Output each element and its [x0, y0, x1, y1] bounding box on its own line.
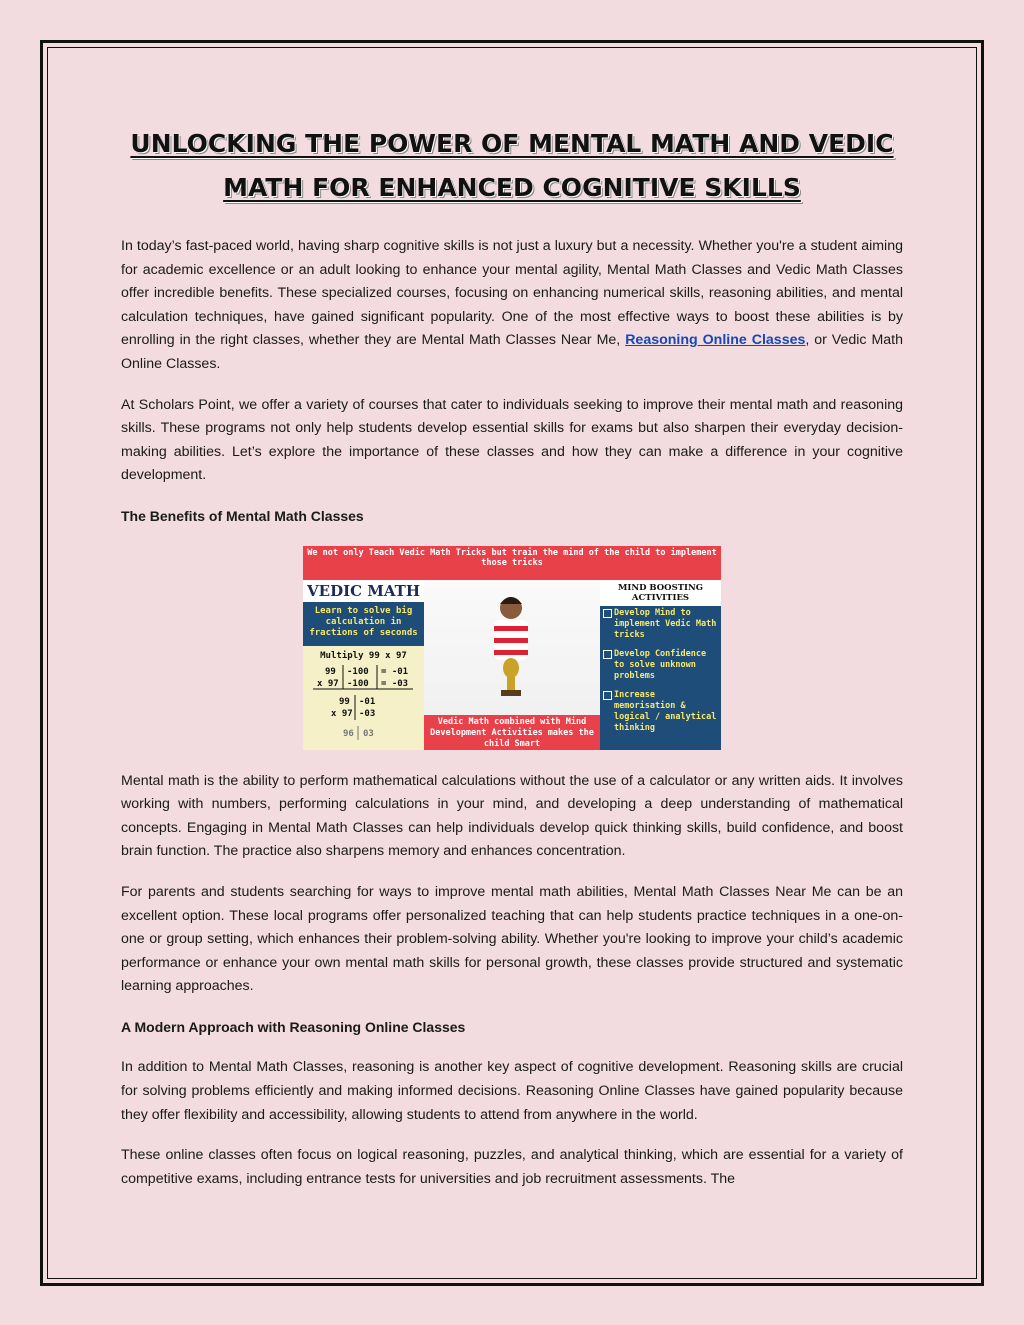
title-line-1: UNLOCKING THE POWER OF MENTAL MATH AND VEDIC	[130, 129, 894, 158]
promo-right-title: MIND BOOSTING ACTIVITIES	[600, 580, 721, 606]
paragraph-reasoning-intro: In addition to Mental Math Classes, reasoning is another key aspect of cognitive development. Reasoning skills are crucial for solving problems efficiently and making informed decisions. Reasoning Online Classes have gained popularity because they offer flexibility and accessibility, allowing students to attend from anywhere in the world.	[121, 1059, 903, 1123]
svg-text:x 97: x 97	[317, 678, 339, 689]
paragraph-mental-math-definition: Mental math is the ability to perform mathematical calculations without the use of a calculator or any written aids. It involves working with numbers, performing calculations in your mind, and developing a deep understanding of mathematical concepts. Engaging in Mental Math Classes can help individuals develop quick thinking skills, build confidence, and boost brain function. The practice also sharpens memory and enhances concentration.	[121, 772, 903, 860]
promo-right-panel	[600, 580, 721, 750]
svg-text:x 97: x 97	[331, 708, 353, 719]
svg-text:= -01: = -01	[381, 666, 409, 677]
paragraph-mental-math-near-me: For parents and students searching for ways to improve mental math abilities, Mental Math Classes Near Me can be an excellent option. These local programs offer personalized teaching that can help students practice techniques in a one-on-one or group setting, which enhances their problem-solving ability. Whether you're looking to improve your child’s academic performance or enhance your own mental math skills for personal growth, these classes provide structured and systematic learning approaches.	[121, 883, 903, 995]
section-heading-reasoning: A Modern Approach with Reasoning Online Classes	[121, 1018, 466, 1035]
intro-text: In today’s fast-paced world, having sharp cognitive skills is not just a luxury but a necessity. Whether you're a student aiming for academic excellence or an adult looking to enhance your mental agility, Mental Math Classes and Vedic Math Classes offer incredible benefits. These specialized courses, focusing on enhancing numerical skills, reasoning abilities, and mental calculation techniques, have gained significant popularity. One of the most effective ways to boost these abilities is by enrolling in the right classes, whether they are Mental Math Classes Near Me,	[121, 238, 903, 349]
svg-text:03: 03	[363, 728, 374, 739]
promo-middle-caption: Vedic Math combined with Mind Development Activities makes the child Smart	[424, 715, 600, 750]
promo-right-item: Increase memorisation & logical / analytical thinking	[600, 688, 721, 740]
title-line-2: MATH FOR ENHANCED COGNITIVE SKILLS	[223, 173, 801, 202]
promo-left-multiply: Multiply 99 x 97	[320, 650, 407, 661]
svg-text:99: 99	[339, 696, 350, 707]
svg-text:-100: -100	[347, 666, 369, 677]
svg-text:99: 99	[325, 666, 336, 677]
document-body	[121, 122, 903, 1208]
intro-text-end: , or Vedic Math Online Classes.	[121, 332, 903, 372]
vedic-math-promo-image	[303, 546, 721, 750]
page-title	[121, 122, 903, 210]
reasoning-online-classes-link[interactable]: Reasoning Online Classes	[625, 332, 806, 349]
promo-right-item: Develop Mind to implement Vedic Math tricks	[600, 606, 721, 647]
promo-left-title: VEDIC MATH	[303, 580, 424, 602]
paragraph-scholars-point: At Scholars Point, we offer a variety of courses that cater to individuals seeking to improve their mental math and reasoning skills. These programs not only help students develop essential skills for exams but also sharpen their everyday decision-making abilities. Let’s explore the importance of these classes and how they can make a difference in your cognitive development.	[121, 396, 903, 484]
promo-middle-panel	[424, 580, 600, 750]
promo-right-item: Develop Confidence to solve unknown problems	[600, 647, 721, 688]
paragraph-intro	[121, 235, 903, 377]
multiplication-worked-example	[303, 662, 424, 742]
promo-left-panel	[303, 580, 424, 750]
promo-banner: We not only Teach Vedic Math Tricks but train the mind of the child to implement those tricks	[303, 546, 721, 580]
section-heading-benefits: The Benefits of Mental Math Classes	[121, 507, 364, 524]
promo-left-tagline: Learn to solve big calculation in fractions of seconds	[303, 602, 424, 646]
svg-text:= -03: = -03	[381, 678, 409, 689]
svg-text:-03: -03	[359, 708, 376, 719]
svg-text:96: 96	[343, 728, 354, 739]
child-with-trophy-illustration	[486, 590, 536, 710]
svg-text:-01: -01	[359, 696, 376, 707]
paragraph-online-classes: These online classes often focus on logical reasoning, puzzles, and analytical thinking, which are essential for a variety of competitive exams, including entrance tests for universities and job recruitment assessments. The	[121, 1147, 903, 1187]
svg-text:-100: -100	[347, 678, 369, 689]
